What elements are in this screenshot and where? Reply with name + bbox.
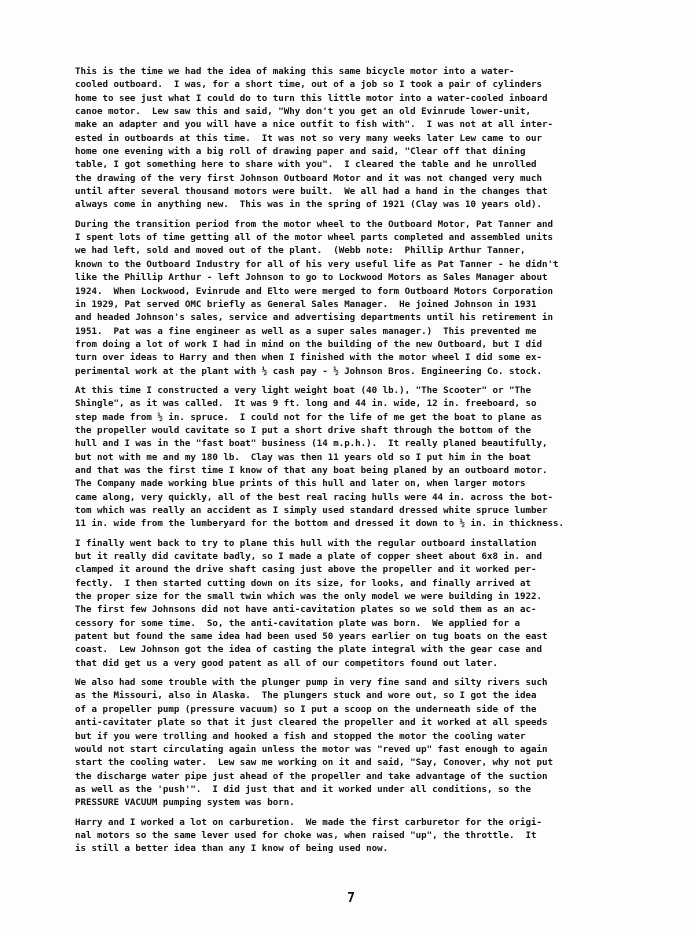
text-line: 11 in. wide from the lumberyard for the bottom and dressed it down to ½ in. in thickness. (75, 519, 564, 530)
text-line: but if you were trolling and hooked a fish and stopped the motor the cooling water (75, 731, 526, 742)
text-line: turn over ideas to Harry and then when I finished with the motor wheel I did some ex- (75, 353, 542, 364)
text-line: Shingle", as it was called. It was 9 ft. long and 44 in. wide, 12 in. freeboard, so (75, 399, 537, 410)
text-line: nal motors so the same lever used for choke was, when raised "up", the throttle. It (75, 830, 537, 841)
text-line: 1924. When Lockwood, Evinrude and Elto were merged to form Outboard Motors Corporation (75, 286, 553, 297)
text-line: that did get us a very good patent as all of our competitors found out later. (75, 658, 499, 669)
text-line: the discharge water pipe just ahead of the propeller and take advantage of the suction (75, 771, 548, 782)
text-line: make an adapter and you will have a nice outfit to fish with". I was not at all inter- (75, 120, 553, 131)
text-line: home to see just what I could do to turn this little motor into a water-cooled inboard (75, 93, 548, 104)
text-line: ested in outboards at this time. It was not so very many weeks later Lew came to our (75, 133, 542, 144)
text-line: canoe motor. Lew saw this and said, "Why don't you get an old Evinrude lower-unit, (75, 107, 531, 118)
text-line: At this time I constructed a very light weight boat (40 lb.), "The Scooter" or "The (75, 385, 531, 396)
text-line: and headed Johnson's sales, service and advertising departments until his retirement in (75, 313, 553, 324)
text-line: PRESSURE VACUUM pumping system was born. (75, 798, 295, 809)
text-line: came along, very quickly, all of the best real racing hulls were 44 in. across the bot- (75, 492, 553, 503)
text-line: table, I got something here to share with you". I cleared the table and he unrolled (75, 160, 537, 171)
text-line: Harry and I worked a lot on carburetion. We made the first carburetor for the origi- (75, 817, 542, 828)
paragraph-6 (75, 817, 683, 857)
text-line: always come in anything new. This was in the spring of 1921 (Clay was 10 years old). (75, 200, 542, 211)
text-line: anti-cavitater plate so that it just cleared the propeller and it worked at all speeds (75, 718, 548, 729)
text-line: like the Phillip Arthur - left Johnson to go to Lockwood Motors as Sales Manager about (75, 273, 548, 284)
text-line: fectly. I then started cutting down on its size, for looks, and finally arrived at (75, 578, 531, 589)
text-line: During the transition period from the motor wheel to the Outboard Motor, Pat Tanner and (75, 219, 553, 230)
paragraph-3 (75, 385, 683, 532)
text-line: start the cooling water. Lew saw me working on it and said, "Say, Conover, why not put (75, 758, 553, 769)
page-number: 7 (347, 891, 355, 906)
text-line: home one evening with a big roll of drawing paper and said, "Clear off that dining (75, 147, 526, 158)
text-line: but it really did cavitate badly, so I made a plate of copper sheet about 6x8 in. and (75, 552, 542, 563)
text-line: from doing a lot of work I had in mind on the building of the new Outboard, but I did (75, 339, 542, 350)
text-line: cooled outboard. I was, for a short time, out of a job so I took a pair of cylinders (75, 80, 542, 91)
paragraph-4 (75, 538, 683, 671)
text-line: known to the Outboard Industry for all of his very useful life as Pat Tanner - he didn't (75, 259, 559, 270)
text-line: would not start circulating again unless the motor was "reved up" fast enough to again (75, 744, 548, 755)
text-line: the proper size for the small twin which was the only model we were building in 1922. (75, 592, 542, 603)
text-line: clamped it around the drive shaft casing just above the propeller and it worked per- (75, 565, 537, 576)
paragraph-5 (75, 677, 683, 810)
text-line: The Company made working blue prints of this hull and later on, when larger motors (75, 479, 526, 490)
text-line: The first few Johnsons did not have anti-cavitation plates so we sold them as an ac- (75, 605, 537, 616)
text-line: We also had some trouble with the plunger pump in very fine sand and silty rivers such (75, 678, 548, 689)
text-line: until after several thousand motors were built. We all had a hand in the changes that (75, 187, 548, 198)
text-line: I spent lots of time getting all of the motor wheel parts completed and assembled units (75, 233, 553, 244)
text-line: cessory for some time. So, the anti-cavitation plate was born. We applied for a (75, 618, 520, 629)
text-line: patent but found the same idea had been used 50 years earlier on tug boats on the east (75, 632, 548, 643)
text-line: we had left, sold and moved out of the plant. (Webb note: Phillip Arthur Tanner, (75, 246, 526, 257)
text-line: step made from ½ in. spruce. I could not for the life of me get the boat to plane as (75, 412, 542, 423)
text-line: and that was the first time I know of that any boat being planed by an outboard motor. (75, 465, 548, 476)
text-line: coast. Lew Johnson got the idea of casting the plate integral with the gear case and (75, 645, 542, 656)
text-line: This is the time we had the idea of making this same bicycle motor into a water- (75, 67, 515, 77)
paragraph-2 (75, 219, 683, 379)
text-line: is still a better idea than any I know of being used now. (75, 844, 389, 855)
text-line: 1951. Pat was a fine engineer as well as a super sales manager.) This prevented me (75, 326, 537, 337)
text-line: tom which was really an accident as I simply used standard dressed white spruce lumber (75, 506, 548, 516)
text-line: the propeller would cavitate so I put a short drive shaft through the bottom of the (75, 425, 531, 436)
text-line: as well as the 'push'". I did just that and it worked under all conditions, so the (75, 784, 531, 795)
text-line: the drawing of the very first Johnson Outboard Motor and it was not changed very much (75, 173, 542, 184)
text-line: perimental work at the plant with ½ cash pay - ½ Johnson Bros. Engineering Co. stock. (75, 366, 542, 377)
text-line: of a propeller pump (pressure vacuum) so I put a scoop on the underneath side of the (75, 704, 537, 715)
body-text (75, 66, 683, 863)
text-line: in 1929, Pat served OMC briefly as General Sales Manager. He joined Johnson in 1931 (75, 299, 537, 310)
text-line: I finally went back to try to plane this hull with the regular outboard installation (75, 538, 537, 549)
text-line: hull and I was in the "fast boat" business (14 m.p.h.). It really planed beautifully, (75, 439, 548, 450)
paragraph-1 (75, 66, 683, 213)
text-line: but not with me and my 180 lb. Clay was then 11 years old so I put him in the boat (75, 452, 531, 463)
text-line: as the Missouri, also in Alaska. The plungers stuck and wore out, so I got the idea (75, 691, 537, 702)
